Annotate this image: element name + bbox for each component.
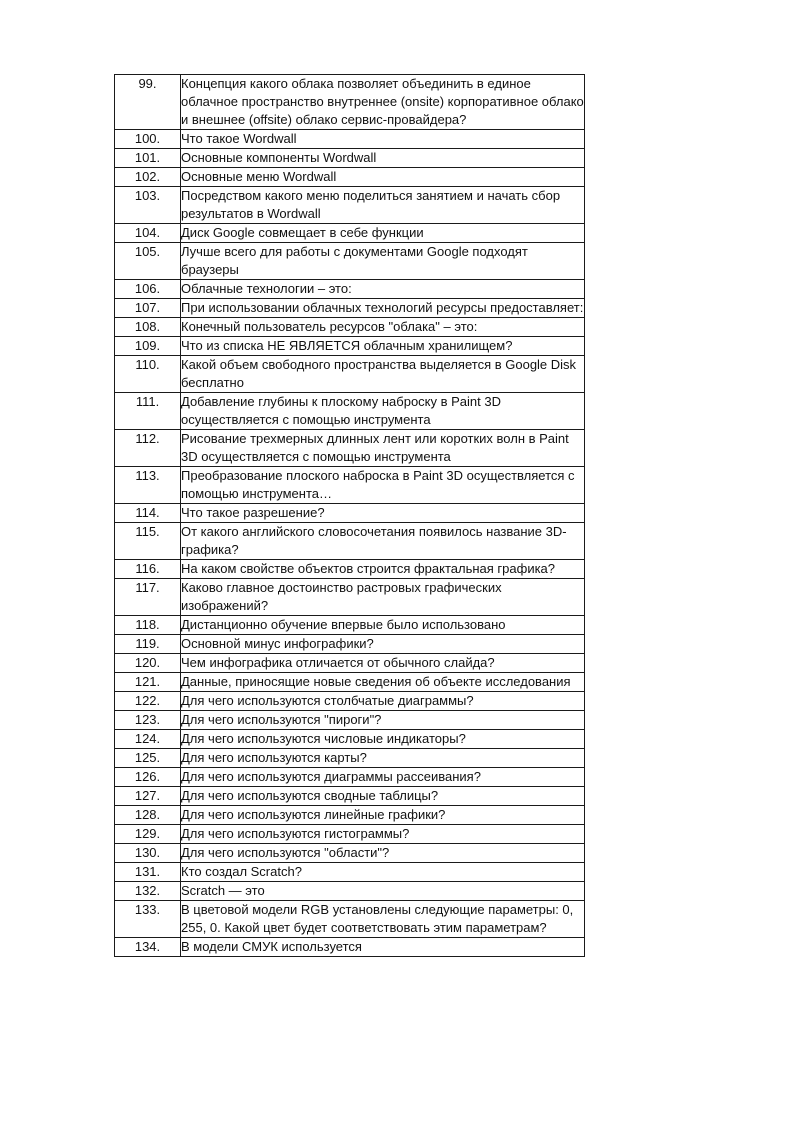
question-text: Что такое Wordwall xyxy=(181,130,585,149)
question-text: В модели СМУК используется xyxy=(181,938,585,957)
question-text: Основные компоненты Wordwall xyxy=(181,149,585,168)
question-row xyxy=(115,356,585,393)
question-number: 126. xyxy=(115,768,181,787)
question-number: 130. xyxy=(115,844,181,863)
question-row xyxy=(115,467,585,504)
question-text: Дистанционно обучение впервые было использовано xyxy=(181,616,585,635)
question-number: 107. xyxy=(115,299,181,318)
question-number: 117. xyxy=(115,579,181,616)
question-row xyxy=(115,654,585,673)
question-text: Каково главное достоинство растровых графических изображений? xyxy=(181,579,585,616)
question-text: Для чего используются гистограммы? xyxy=(181,825,585,844)
question-row xyxy=(115,901,585,938)
question-row xyxy=(115,337,585,356)
question-text: Чем инфографика отличается от обычного слайда? xyxy=(181,654,585,673)
question-row xyxy=(115,168,585,187)
question-number: 112. xyxy=(115,430,181,467)
question-text: Для чего используются "области"? xyxy=(181,844,585,863)
question-number: 105. xyxy=(115,243,181,280)
questions-table-body xyxy=(115,75,585,957)
question-text: Облачные технологии – это: xyxy=(181,280,585,299)
question-text: В цветовой модели RGB установлены следующие параметры: 0, 255, 0. Какой цвет будет соответствовать этим параметрам? xyxy=(181,901,585,938)
question-row xyxy=(115,711,585,730)
question-number: 118. xyxy=(115,616,181,635)
question-number: 122. xyxy=(115,692,181,711)
question-row xyxy=(115,768,585,787)
question-text: Какой объем свободного пространства выделяется в Google Disk бесплатно xyxy=(181,356,585,393)
question-row xyxy=(115,806,585,825)
question-text: Кто создал Scratch? xyxy=(181,863,585,882)
question-row xyxy=(115,616,585,635)
question-number: 104. xyxy=(115,224,181,243)
question-text: Scratch — это xyxy=(181,882,585,901)
question-number: 121. xyxy=(115,673,181,692)
question-row xyxy=(115,430,585,467)
question-number: 109. xyxy=(115,337,181,356)
question-row xyxy=(115,882,585,901)
questions-table xyxy=(114,74,585,957)
question-row xyxy=(115,523,585,560)
question-row xyxy=(115,749,585,768)
question-number: 127. xyxy=(115,787,181,806)
question-number: 101. xyxy=(115,149,181,168)
question-row xyxy=(115,243,585,280)
question-number: 128. xyxy=(115,806,181,825)
question-number: 113. xyxy=(115,467,181,504)
question-text: Что из списка НЕ ЯВЛЯЕТСЯ облачным хранилищем? xyxy=(181,337,585,356)
question-number: 125. xyxy=(115,749,181,768)
question-text: Посредством какого меню поделиться занятием и начать сбор результатов в Wordwall xyxy=(181,187,585,224)
question-text: Основные меню Wordwall xyxy=(181,168,585,187)
question-text: Что такое разрешение? xyxy=(181,504,585,523)
question-number: 133. xyxy=(115,901,181,938)
question-number: 100. xyxy=(115,130,181,149)
question-number: 131. xyxy=(115,863,181,882)
question-number: 103. xyxy=(115,187,181,224)
question-row xyxy=(115,825,585,844)
question-text: Лучше всего для работы с документами Google подходят браузеры xyxy=(181,243,585,280)
question-row xyxy=(115,863,585,882)
question-row xyxy=(115,673,585,692)
question-row xyxy=(115,130,585,149)
question-number: 99. xyxy=(115,75,181,130)
question-row xyxy=(115,504,585,523)
question-text: Для чего используются сводные таблицы? xyxy=(181,787,585,806)
question-text: Для чего используются столбчатые диаграммы? xyxy=(181,692,585,711)
question-text: Данные, приносящие новые сведения об объекте исследования xyxy=(181,673,585,692)
question-text: Рисование трехмерных длинных лент или коротких волн в Paint 3D осуществляется с помощью инструмента xyxy=(181,430,585,467)
question-row xyxy=(115,318,585,337)
question-text: Конечный пользователь ресурсов "облака" – это: xyxy=(181,318,585,337)
question-number: 108. xyxy=(115,318,181,337)
question-row xyxy=(115,938,585,957)
question-text: Основной минус инфографики? xyxy=(181,635,585,654)
question-text: На каком свойстве объектов строится фрактальная графика? xyxy=(181,560,585,579)
question-number: 123. xyxy=(115,711,181,730)
question-number: 134. xyxy=(115,938,181,957)
question-number: 102. xyxy=(115,168,181,187)
question-row xyxy=(115,787,585,806)
question-text: От какого английского словосочетания появилось название 3D-графика? xyxy=(181,523,585,560)
question-row xyxy=(115,730,585,749)
question-row xyxy=(115,149,585,168)
question-row xyxy=(115,579,585,616)
question-text: Для чего используются "пироги"? xyxy=(181,711,585,730)
question-text: Для чего используются линейные графики? xyxy=(181,806,585,825)
question-text: Добавление глубины к плоскому наброску в Paint 3D осуществляется с помощью инструмента xyxy=(181,393,585,430)
question-row xyxy=(115,393,585,430)
question-number: 110. xyxy=(115,356,181,393)
question-text: Для чего используются числовые индикаторы? xyxy=(181,730,585,749)
question-text: Преобразование плоского наброска в Paint 3D осуществляется с помощью инструмента… xyxy=(181,467,585,504)
question-number: 119. xyxy=(115,635,181,654)
question-row xyxy=(115,280,585,299)
question-row xyxy=(115,560,585,579)
question-number: 106. xyxy=(115,280,181,299)
question-number: 120. xyxy=(115,654,181,673)
question-row xyxy=(115,299,585,318)
question-number: 115. xyxy=(115,523,181,560)
question-number: 129. xyxy=(115,825,181,844)
question-text: Диск Google совмещает в себе функции xyxy=(181,224,585,243)
question-number: 116. xyxy=(115,560,181,579)
question-row xyxy=(115,224,585,243)
question-row xyxy=(115,692,585,711)
question-text: Для чего используются карты? xyxy=(181,749,585,768)
question-text: При использовании облачных технологий ресурсы предоставляет: xyxy=(181,299,585,318)
question-row xyxy=(115,187,585,224)
question-number: 132. xyxy=(115,882,181,901)
question-text: Для чего используются диаграммы рассеивания? xyxy=(181,768,585,787)
question-row xyxy=(115,635,585,654)
question-text: Концепция какого облака позволяет объединить в единое облачное пространство внутреннее (onsite) корпоративное облако и внешнее (offsite) облако сервис-провайдера? xyxy=(181,75,585,130)
question-row xyxy=(115,75,585,130)
question-number: 111. xyxy=(115,393,181,430)
question-row xyxy=(115,844,585,863)
question-number: 124. xyxy=(115,730,181,749)
question-number: 114. xyxy=(115,504,181,523)
